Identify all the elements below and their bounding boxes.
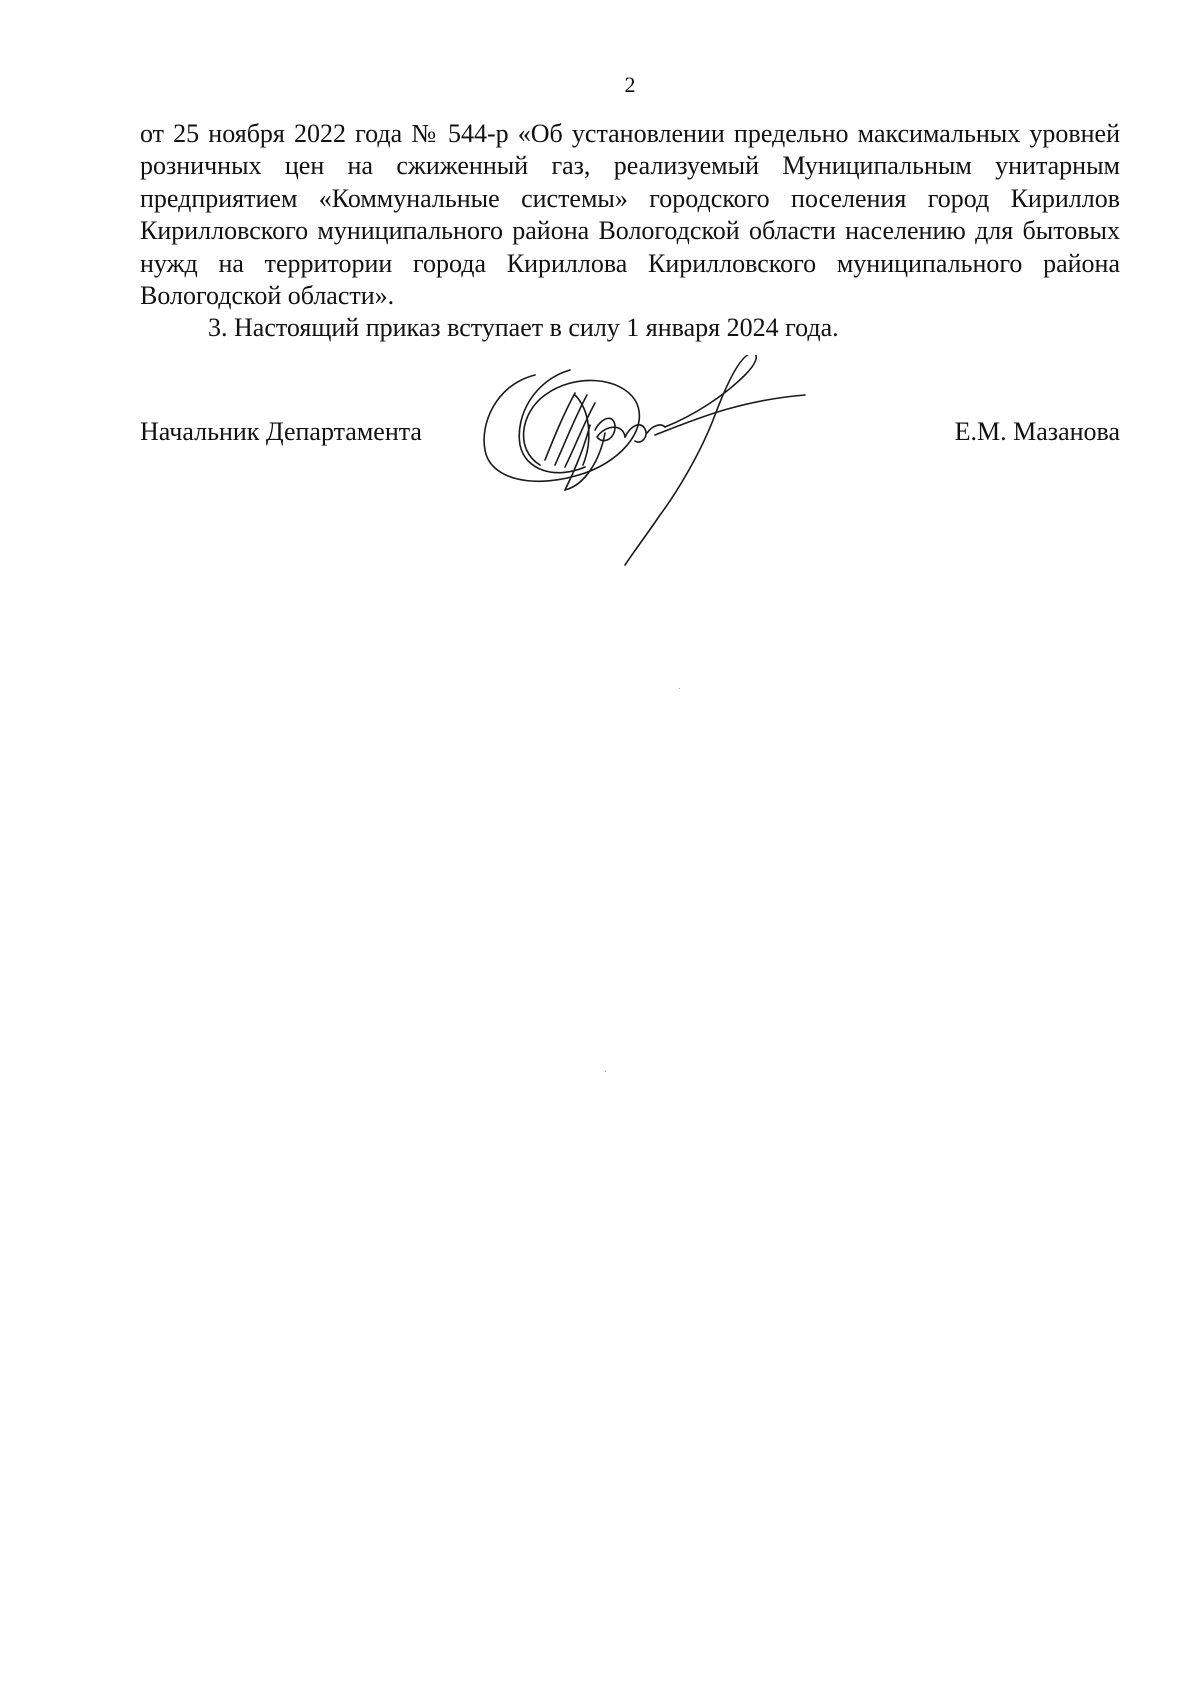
paragraph-effective-date: 3. Настоящий приказ вступает в силу 1 января 2024 года. [208, 313, 839, 343]
paragraph-continuation: от 25 ноября 2022 года № 544-р «Об установлении предельно максимальных уровней розничных цен на сжиженный газ, реализуемый Муниципальным унитарным предприятием «Коммунальные системы» городского поселения город Кириллов Кирилловского муниципального района Вологодской области населению для бытовых нужд на территории города Кириллова Кирилловского муниципального района Вологодской области». [140, 119, 1120, 311]
page-number: 2 [624, 72, 636, 97]
scan-speck [679, 688, 680, 689]
document-body [140, 118, 1120, 345]
scan-speck [605, 1071, 606, 1072]
handwritten-signature-icon [475, 355, 855, 570]
signatory-name: Е.М. Мазанова [954, 417, 1120, 446]
signatory-position: Начальник Департамента [140, 417, 422, 446]
